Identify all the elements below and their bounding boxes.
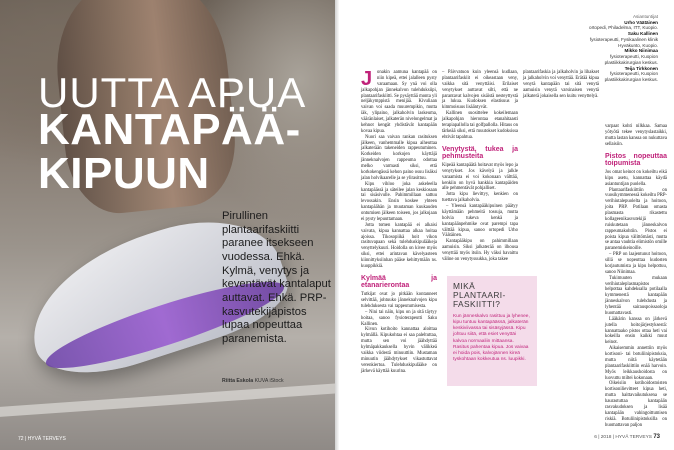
left-page-footer: 72 | HYVÄ TERVEYS [18,436,66,442]
cover-photo [0,0,335,450]
issue-label: 6 | 2018 | HYVÄ TERVEYS [594,435,652,440]
road-marking [0,380,335,419]
expert-name: Teija Tirkkonen [624,65,658,71]
text-column-2 [442,70,518,263]
fact-box-title-line: FASKIITTI? [453,299,501,310]
paragraph: Jos omat keinot on kokeiltu eikä kipu asetu, kannattaa käydä asiantuntijan puolella. [605,169,667,187]
paragraph: plantaarifaskia ja jalkaholvin ja lihakset ja jalkaholvin voi venyttää. Erätää kipua venytä kantapään tai sitä venytä aamuisin venytä varsinaisen venytä jalkaterä jokaisella sen kuitu venyttelyä. [523,70,599,99]
article-kicker: UUTTA APUA [38,69,307,116]
text-column-1 [361,70,437,374]
fact-box-title-line: MIKÄ [453,281,476,291]
paragraph: Aikaisemmin annettiin myös kortisoni- tai botuliinipistoksia, mutta niitä käytetään plantaarifaskiittiin enää harvoin. Myös leikkaushoidosta on luovuttu miltei kokonaan. [605,346,667,381]
subheading-pistos: Pistos nopeuttaa toipumista [605,152,667,168]
paragraph: Kipu vihloo joka askeleella kantapäässä ja säteilee jalan keskiosaan tai sisäsivulle. Pahimmillaan sattuu levossakin. Ensin koskee yhteen kantapäähän ja muutaman kuukauden ontumisen jälkeen toiseen, jos jalkojaan ei pysty lepuuttamaan. [361,181,437,222]
paragraph: varpaat kohti nilkkaa. Samaa yötyötä tekee venytyslastaikki, mutta lastan kanssa on nukuttava sellaisiin. [605,124,667,147]
paragraph: – Nini tai näin, kipu on ja sitä täytyy hoitaa, sanoo fysioterapeutti Saku Kallinen. [361,309,437,327]
expert-list [584,14,658,83]
expert-entry [584,31,658,48]
paragraph: Jotta tomen kantapää ei alkaisi vaivata, kipua kannattaa alkaa hoitaa ajoissa. Tikosopiikä hoit vikon rasituvapaan sekä tulehduskipulääkeja venyttelykuuri. Hoidolla on kivee myös siksi, ettei arintavan kävelyasteen kiinnittyksiinhan pääse kehittymään ns. kuoppikkiä. [361,222,437,269]
article-headline [38,105,328,198]
expert-entry [584,48,658,65]
paragraph: – Päivvatuon kuin yleensä kudlaan, plantaarifaskiit ei oikeastaan veny, vaikka sitä venyttäisi. Erilaiset venytykset auttavat silti, että ne parantavat kalvojen sisäistä nesteyttystä ja lukua. Kudoksen elastisuus ja kimmoisuus lisääntyvät. [442,70,518,111]
intro-paragraph [361,70,437,135]
paragraph: – Yleensä kantapääkipuinen päätyy käyttämään pehmeitä tossuja, mutta holvia tukeva kenkä ja kantapäänpehmike ovat parempi tapa välttää kipua, sanoo ortopedi Urho Väätäinen. [442,204,518,239]
expert-name: Saku Kallinen [627,31,658,37]
subheading-kylma: Kylmää ja etanarierontaa [361,274,437,290]
expert-heading: Asiantuntijat [632,14,658,19]
paragraph: Kivun kotihoito kannattaa aloittaa kylmällä. Kipukohtaa ei saa paleltuttaa, mutta sen voi jäähdyttää kylmäpakkauksella hyvin välikkeä vaikka viidestä minuuttiin. Mustaman minuutin jäähdytykset vikastuttavat verenkiertoa. Tulehduskipulääke on järkevä käyttää kuurina. [361,327,437,374]
fact-box-title [453,282,531,310]
fact-box-text: Kun jänneskalvo rasittuu ja lyhenee, kipu tuntuu kantapäässä, jalkaterän keskiviivassa tai sisäsyjässä. Kipu johtuu siitä, että esiet venyttäi kalvoa normaaliin mittaansa. Rasitus pahentaa kipua. Jos vaivaa ei hoida pois, kalvojännen kireä tyskohtaan kokkeutua ns. luupikki. [453,313,530,363]
paragraph: Kallinen suosittelee kokeilemaan jalkapohjan hierontaa etanahitaasti terapiapallolla tai golfpallolla. Hitaus on tärkeää siksi, että muutokset kudoksissa ehtivät tapahtua. [442,111,518,140]
expert-entry [584,66,658,83]
page-fold [335,0,339,450]
paragraph: Lääkärin kanssa on järkevä jutella hoitojärjestyksestä: kannattaako pistos ottaa heti vai kokeilla ensin kaikki muut keinot. [605,316,667,346]
subheading-venytys: Venytystä, tukea ja pehmusteita [442,145,518,161]
paragraph: Plantaarifaskiittiin on vuosikymmenessä kokeiltu PRP-verihiutalepuolelta ja hoitoon, joita PRP. Potilaan omasta plasmasta rikastettu kollageenikasvutekijä ruiskutetaan jänneskalvon rappeumakohtiin. Pistos ei poista kipua välittömästi, mutta se antaa vauhtia elimistön omille paranemiskeinoille. [605,187,667,252]
expert-name: Urho Väätäinen [624,19,658,25]
article-lead: Pirullinen plantaarifaskiitti paranee itsekseen vuodessa. Ehkä. Kylmä, venytys ja keventävät kantalaput auttavat. Ehkä. PRP-kasvutekijäpistos lupaa nopeuttaa paranemista. [222,210,331,345]
paragraph: Kipeää kantapäätä hoitavat myös lepo ja venytykset. Jos kävelyä ja jalkle varaamista ei voi kokonaan välttää, kenkiin on hyvä hankkia kantapäiden alle pehmentävät pohjalliset. [442,162,518,192]
paragraph: Tutkijat ovat jo pitkään kontanneet selvittää, johtuuko jänneknalvojen kipu tulehduksesta vai rappeutumisesta. [361,292,437,309]
text-column-4 [605,124,667,428]
paragraph: Oikeisiin kotihoidostoisten kortisonilievitteet kipua heti, mutta haittavaikutuksena se haurastuttaa kantapään rasvakudoksen ja lisää kantapään vahingoittumisen riskiä. Botuliinipistoksilla on huomattavan paljon [605,381,667,428]
expert-entry [584,20,658,31]
byline [222,378,334,384]
paragraph: Nuori saa vaivan rankan rasituksen jälkeen, vanhemmalle kipua aiheuttaa jalkaterään takeneiden rappeutuminen. Korkeiden korkojen käyttäjä jänneknalvojen rappeuma odottaa melko varmasti siksi, että korkokengässä kehon paino osuu lisäksi jalan holvikaarelle ja se ylirasittuu. [361,134,437,181]
page-number: 73 [653,434,660,440]
fact-box-title-line: PLANTAARI- [453,290,506,301]
right-page [339,0,674,450]
intro-text: onakin aamuna kantapää on niin kipeä, ettei jalalleen pysty varaamaan. Sy ynä voi olla jalkapohjan jännekalvon tulehduksiipi, plantaarifaskiitti. Se pysäyttää monta yli neljäkymppistä menijää. Kivuliaan vaivan voi saada muurempikin, mutta iäk, ylipaino, jalkaholvin laskeuma, vääränlaiset, jalkaterän nivelongelmat ja kehnot kengät yhdistävät kantapään kovaa kipua. [361,70,437,134]
expert-role: fysioterapeutti, Kuopion plastiikkakirurgian keskus. [604,54,658,65]
expert-name: Mikko Niinimaa [624,48,658,54]
expert-role: fysioterapeutti, Kuopion plastiikkakirurgian keskus. [604,71,658,83]
headline-line-2: KIPUUN [38,149,210,198]
paragraph: Kantapääkipu on pahimmillaan aamuisin. Siksi jalkaterää on ilhousa venyttää myös itsiin. Hy väksi havaittu väline on venytysuukka, joka takee [442,239,518,262]
expert-role: fysioterapeutti, Fysikaalinen klinik Hyväkunto, Kuopio. [589,36,658,48]
right-page-footer [594,434,660,440]
byline-author: Riitta Eskola [222,378,254,384]
paragraph: – PRP on laajentunut hoitoon, sillä se nopeuttaa kudosten korjautumista ja kipu helpottuu, sanoo Niinimaa. [605,252,667,275]
byline-photo-credit: KUVA iStock [254,378,284,384]
drop-cap: J [361,68,373,90]
paragraph: Jotta kipu lievittyy, kenkien on tuettava jalkaholvia. [442,192,518,204]
headline-line-1: KANTAPÄÄ- [38,105,301,154]
expert-role: ortopedi, Philadelma, ITT, Kuopio. [589,25,658,31]
fact-box [447,276,537,386]
paragraph: Tukimuuten mukaan verihiutaleplasmapistos helpottaa kahdeksalla potilaalla kymmenestä kantapään jänneskalvon tulehdusta ja lyhentää sairauspoissaoloja huomattavasti. [605,275,667,316]
